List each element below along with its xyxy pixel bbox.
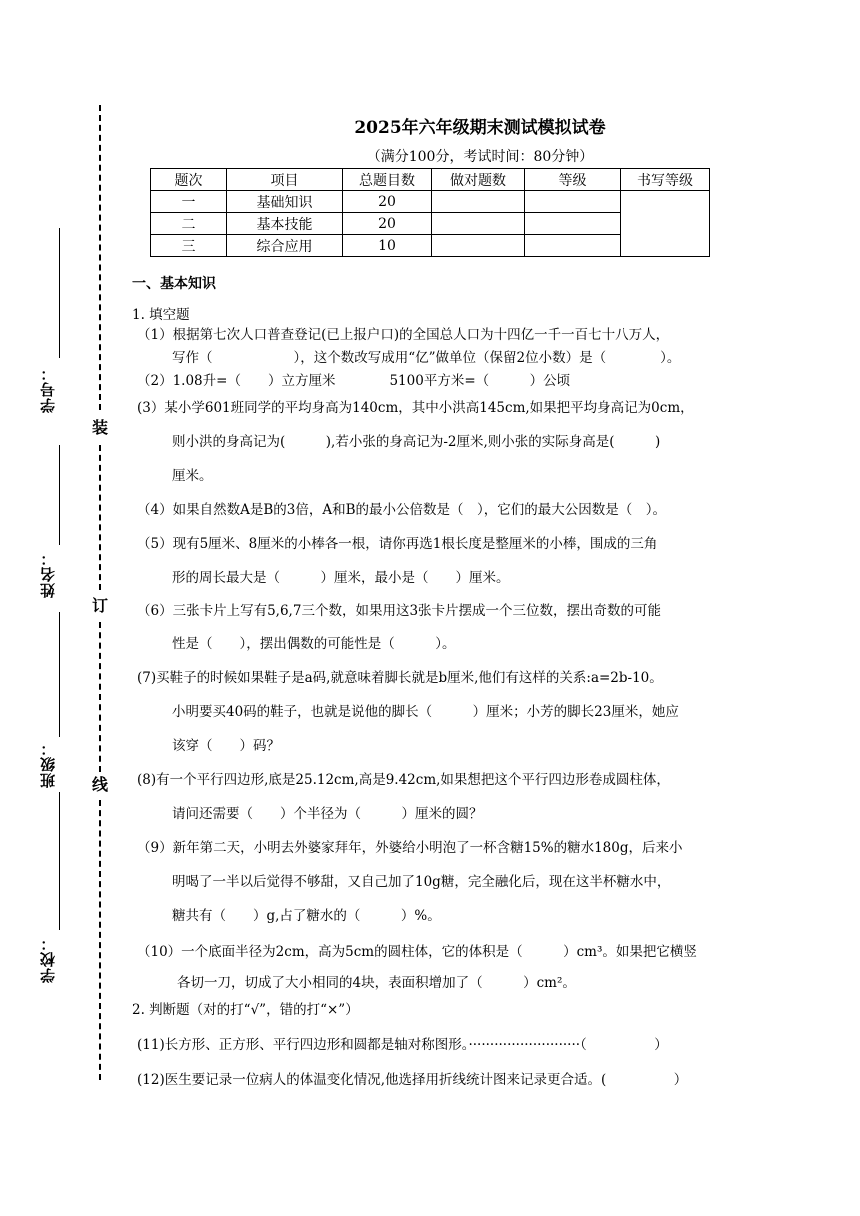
table-cell-blank[interactable] <box>525 191 621 213</box>
binding-margin <box>0 0 120 1216</box>
question-line: (8)有一个平行四边形,底是25.12cm,高是9.42cm,如果想把这个平行四边形卷成圆柱体， <box>137 772 670 788</box>
question-line: （9）新年第二天，小明去外婆家拜年，外婆给小明泡了一杯含糖15%的糖水180g，后来小 <box>137 840 683 856</box>
table-row <box>151 191 710 213</box>
binding-char-xian: 线 <box>92 775 109 794</box>
table-cell-blank[interactable] <box>432 213 525 235</box>
judge-question: (11)长方形、正方形、平行四边形和圆都是轴对称图形。··························（ ） <box>137 1037 668 1053</box>
question-line: （2）1.08升=（ ）立方厘米 5100平方米=（ ）公顷 <box>137 373 571 389</box>
question-line: 小明要买40码的鞋子，也就是说他的脚长（ ）厘米；小芳的脚长23厘米，她应 <box>172 704 679 720</box>
table-cell: 综合应用 <box>227 235 343 257</box>
table-header-cell: 书写等级 <box>621 169 710 191</box>
name-label: 姓名： <box>39 550 57 598</box>
name-underline <box>59 445 60 545</box>
table-cell: 二 <box>151 213 227 235</box>
table-header-cell: 等级 <box>525 169 621 191</box>
judge-question: (12)医生要记录一位病人的体温变化情况,他选择用折线统计图来记录更合适。( ） <box>137 1072 688 1088</box>
student-id-underline <box>59 228 60 358</box>
student-id-label: 学号： <box>39 365 57 413</box>
exam-title: 2025年六年级期末测试模拟试卷 <box>354 118 606 138</box>
table-header-cell: 项目 <box>227 169 343 191</box>
table-cell: 一 <box>151 191 227 213</box>
question-line: （10）一个底面半径为2cm，高为5cm的圆柱体，它的体积是（ ）cm³。如果把它横竖 <box>137 944 697 960</box>
class-label: 班级： <box>39 740 57 788</box>
question-line: (7)买鞋子的时候如果鞋子是a码,就意味着脚长就是b厘米,他们有这样的关系:a=2b-10。 <box>137 670 663 686</box>
dashed-binding-line <box>99 445 101 590</box>
question-line: 糖共有（ ）g,占了糖水的（ ）%。 <box>172 908 441 924</box>
exam-subtitle: （满分100分，考试时间：80分钟） <box>366 149 594 165</box>
question-line: 写作（ ），这个数改写成用“亿”做单位（保留2位小数）是（ ）。 <box>172 350 681 366</box>
part-heading-fill-blank: 1. 填空题 <box>132 307 190 323</box>
binding-char-zhuang: 装 <box>92 418 109 437</box>
table-cell-blank[interactable] <box>432 235 525 257</box>
table-header-cell: 题次 <box>151 169 227 191</box>
table-cell-blank[interactable] <box>525 235 621 257</box>
table-header-row <box>151 169 710 191</box>
table-header-cell: 做对题数 <box>432 169 525 191</box>
score-table <box>150 168 710 257</box>
table-cell: 10 <box>343 235 432 257</box>
table-cell-blank[interactable] <box>621 191 710 257</box>
table-cell-blank[interactable] <box>432 191 525 213</box>
class-underline <box>59 612 60 737</box>
question-line: 形的周长最大是（ ）厘米，最小是（ ）厘米。 <box>172 570 510 586</box>
question-line: 各切一刀，切成了大小相同的4块，表面积增加了（ ）cm²。 <box>177 975 576 991</box>
table-cell: 20 <box>343 191 432 213</box>
dashed-binding-line <box>99 622 101 772</box>
table-cell-blank[interactable] <box>525 213 621 235</box>
question-line: 请问还需要（ ）个半径为（ ）厘米的圆？ <box>172 806 483 822</box>
table-cell: 基本技能 <box>227 213 343 235</box>
question-line: （4）如果自然数A是B的3倍，A和B的最小公倍数是（ ），它们的最大公因数是（ ）。 <box>137 502 667 518</box>
table-cell: 三 <box>151 235 227 257</box>
question-line: 厘米。 <box>172 468 213 484</box>
question-line: (3）某小学601班同学的平均身高为140cm，其中小洪高145cm,如果把平均身高记为0cm， <box>137 400 694 416</box>
part-heading-judge: 2. 判断题（对的打“√”，错的打“×”） <box>132 1002 359 1018</box>
table-cell: 基础知识 <box>227 191 343 213</box>
table-cell: 20 <box>343 213 432 235</box>
binding-char-ding: 订 <box>92 596 109 615</box>
table-header-cell: 总题目数 <box>343 169 432 191</box>
school-underline <box>59 850 60 930</box>
question-line: （1）根据第七次人口普查登记(已上报户口)的全国总人口为十四亿一千一百七十八万人， <box>137 327 670 343</box>
question-line: （5）现有5厘米、8厘米的小棒各一根，请你再选1根长度是整厘米的小棒，围成的三角 <box>137 536 658 552</box>
question-line: （6）三张卡片上写有5,6,7三个数，如果用这3张卡片摆成一个三位数，摆出奇数的可能 <box>137 603 662 619</box>
question-line: 明喝了一半以后觉得不够甜，又自己加了10g糖，完全融化后，现在这半杯糖水中， <box>172 874 671 890</box>
dashed-binding-line <box>99 800 101 1080</box>
question-line: 性是（ ），摆出偶数的可能性是（ ）。 <box>172 636 456 652</box>
section-heading: 一、基本知识 <box>132 276 216 292</box>
school-label: 学校： <box>39 935 57 983</box>
question-line: 该穿（ ）码？ <box>172 738 280 754</box>
question-line: 则小洪的身高记为( ),若小张的身高记为-2厘米,则小张的实际身高是( ) <box>172 434 661 450</box>
